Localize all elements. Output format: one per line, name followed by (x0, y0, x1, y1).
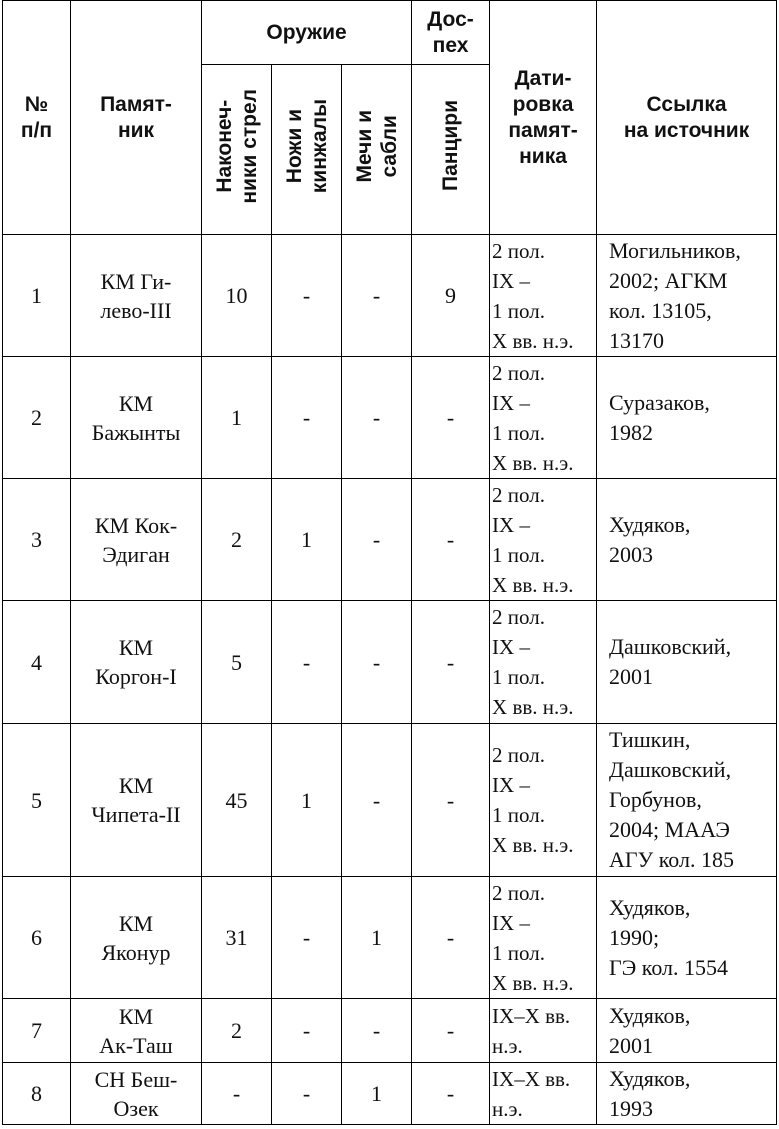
table-row (3, 999, 777, 1063)
row-source: Худяков, 1993 (597, 1063, 777, 1125)
row-source: Худяков, 2001 (597, 999, 777, 1063)
row-num: 1 (3, 235, 71, 357)
row-arrowheads: 31 (202, 877, 272, 999)
row-monument: КМ Чипета-II (71, 724, 202, 877)
row-monument: СН Беш- Озек (71, 1063, 202, 1125)
row-swords: - (342, 357, 412, 479)
row-armor: - (412, 357, 490, 479)
row-knives: - (272, 877, 342, 999)
row-armor: - (412, 877, 490, 999)
row-source: Худяков, 2003 (597, 479, 777, 601)
row-armor: - (412, 601, 490, 724)
header-armor-cell (412, 65, 490, 235)
row-num: 4 (3, 601, 71, 724)
row-arrowheads: 10 (202, 235, 272, 357)
document-page (2, 0, 777, 1125)
table-row (3, 479, 777, 601)
weapons-table (2, 0, 777, 1125)
row-num: 8 (3, 1063, 71, 1125)
row-swords: 1 (342, 1063, 412, 1125)
row-knives: - (272, 999, 342, 1063)
header-knives: Ножи и кинжалы (282, 98, 331, 194)
row-arrowheads: 2 (202, 999, 272, 1063)
table-row (3, 357, 777, 479)
table-row (3, 601, 777, 724)
table-row (3, 724, 777, 877)
row-monument: КМ Кок- Эдиган (71, 479, 202, 601)
row-dating: IX–X вв. н.э. (490, 999, 597, 1063)
row-dating: 2 пол. IX – 1 пол. X вв. н.э. (490, 877, 597, 999)
row-dating: 2 пол. IX – 1 пол. X вв. н.э. (490, 724, 597, 877)
row-num: 5 (3, 724, 71, 877)
header-arrowheads: Наконеч- ники стрел (212, 88, 261, 204)
row-armor: - (412, 1063, 490, 1125)
row-swords: - (342, 601, 412, 724)
row-dating: 2 пол. IX – 1 пол. X вв. н.э. (490, 357, 597, 479)
row-num: 2 (3, 357, 71, 479)
header-weapons-group: Оружие (202, 1, 412, 65)
row-knives: 1 (272, 724, 342, 877)
header-num: № п/п (3, 1, 71, 235)
header-dating: Дати- ровка памят- ника (490, 1, 597, 235)
row-source: Дашковский, 2001 (597, 601, 777, 724)
row-dating: 2 пол. IX – 1 пол. X вв. н.э. (490, 235, 597, 357)
table-row (3, 235, 777, 357)
row-swords: - (342, 479, 412, 601)
row-num: 3 (3, 479, 71, 601)
header-knives-cell (272, 65, 342, 235)
row-monument: КМ Коргон-I (71, 601, 202, 724)
row-swords: 1 (342, 877, 412, 999)
row-armor: - (412, 724, 490, 877)
row-knives: - (272, 1063, 342, 1125)
header-armor-group: Дос- пех (412, 1, 490, 65)
header-source: Ссылка на источник (597, 1, 777, 235)
row-knives: - (272, 235, 342, 357)
row-arrowheads: 1 (202, 357, 272, 479)
row-source: Могильников, 2002; АГКМ кол. 13105, 13170 (597, 235, 777, 357)
row-dating: 2 пол. IX – 1 пол. X вв. н.э. (490, 479, 597, 601)
row-monument: КМ Бажынты (71, 357, 202, 479)
row-arrowheads: 5 (202, 601, 272, 724)
table-row (3, 877, 777, 999)
row-armor: - (412, 999, 490, 1063)
row-monument: КМ Ак-Таш (71, 999, 202, 1063)
row-dating: 2 пол. IX – 1 пол. X вв. н.э. (490, 601, 597, 724)
row-source: Суразаков, 1982 (597, 357, 777, 479)
row-swords: - (342, 999, 412, 1063)
row-knives: - (272, 357, 342, 479)
row-swords: - (342, 235, 412, 357)
row-num: 7 (3, 999, 71, 1063)
header-swords: Мечи и сабли (352, 109, 401, 183)
row-source: Тишкин, Дашковский, Горбунов, 2004; МААЭ АГУ кол. 185 (597, 724, 777, 877)
row-armor: 9 (412, 235, 490, 357)
header-monument: Памят- ник (71, 1, 202, 235)
row-armor: - (412, 479, 490, 601)
row-monument: КМ Ги- лево-III (71, 235, 202, 357)
header-armor: Панцири (439, 100, 463, 192)
row-num: 6 (3, 877, 71, 999)
row-arrowheads: 45 (202, 724, 272, 877)
row-knives: 1 (272, 479, 342, 601)
table-row (3, 1063, 777, 1125)
header-swords-cell (342, 65, 412, 235)
row-source: Худяков, 1990; ГЭ кол. 1554 (597, 877, 777, 999)
row-dating: IX–X вв. н.э. (490, 1063, 597, 1125)
row-swords: - (342, 724, 412, 877)
header-row-1 (3, 1, 777, 65)
row-arrowheads: - (202, 1063, 272, 1125)
row-arrowheads: 2 (202, 479, 272, 601)
row-monument: КМ Яконур (71, 877, 202, 999)
header-arrowheads-cell (202, 65, 272, 235)
row-knives: - (272, 601, 342, 724)
